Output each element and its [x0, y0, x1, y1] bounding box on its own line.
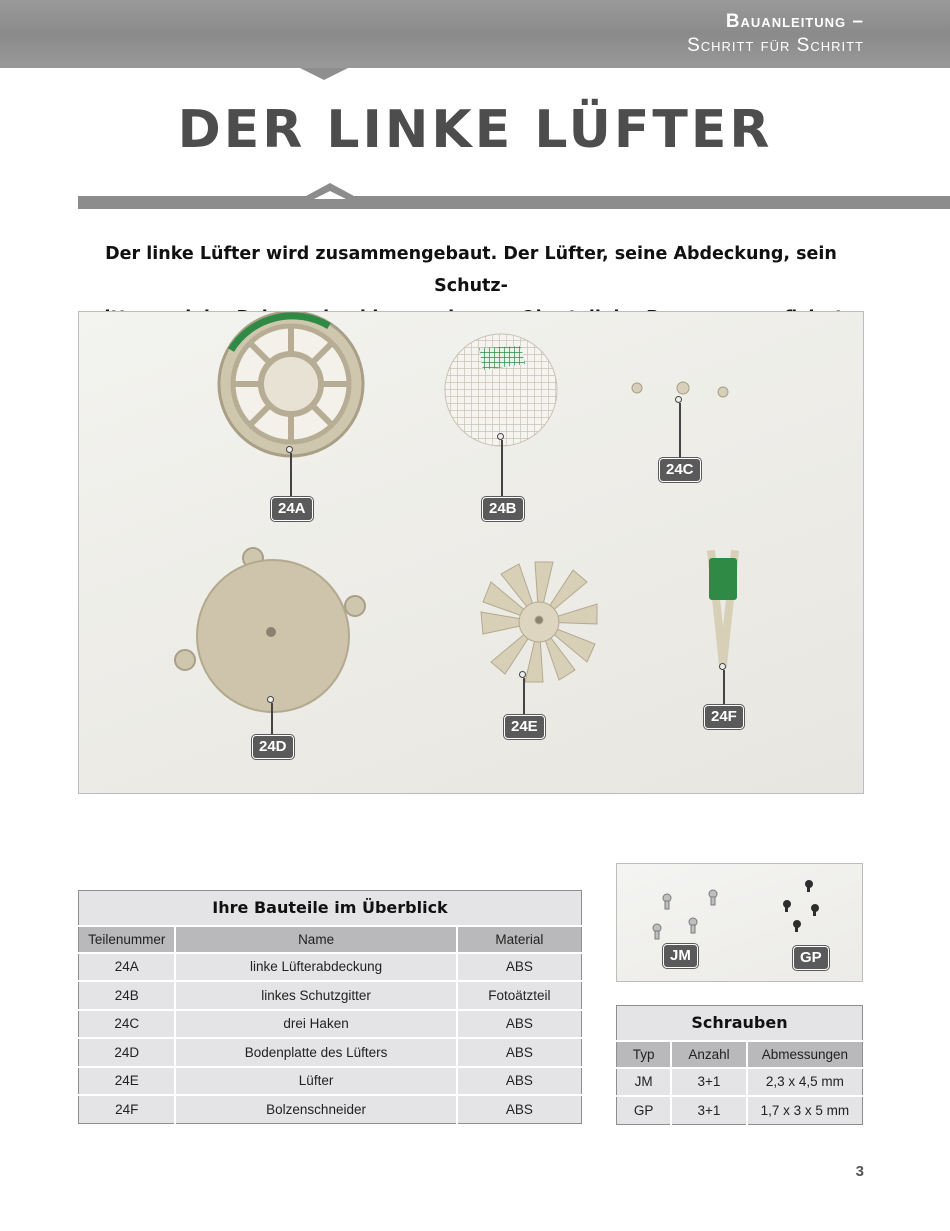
screw-size: 1,7 x 3 x 5 mm: [747, 1096, 863, 1125]
parts-table: [78, 890, 582, 1124]
table-row: [79, 1038, 582, 1067]
part-number: 24C: [79, 1010, 176, 1039]
part-material: ABS: [457, 1067, 582, 1096]
label-gp: GP: [793, 946, 829, 970]
screws-jm: [653, 890, 717, 939]
label-24c: 24C: [659, 458, 701, 482]
parts-table-header: Teilenummer: [79, 926, 176, 953]
screws-table: [616, 1005, 863, 1125]
screw-size: 2,3 x 4,5 mm: [747, 1068, 863, 1097]
table-row: [617, 1096, 863, 1125]
part-material: ABS: [457, 1095, 582, 1124]
parts-illustration: [79, 312, 865, 795]
page-number: 3: [855, 1163, 864, 1180]
parts-table-header: Material: [457, 926, 582, 953]
screws-photo: [616, 863, 863, 982]
title-underline: [78, 196, 950, 209]
leader-dot-24a: [286, 446, 293, 453]
header-title: Bauanleitung –: [725, 11, 864, 32]
screw-count: 3+1: [671, 1096, 747, 1125]
part-24d-base-plate: [175, 548, 365, 712]
screws-gp: [783, 880, 819, 932]
parts-table-header: Name: [175, 926, 456, 953]
screws-table-header: Abmessungen: [747, 1041, 863, 1068]
part-name: Bolzenschneider: [175, 1095, 456, 1124]
leader-line-24f: [723, 670, 725, 705]
label-24e: 24E: [504, 715, 545, 739]
screws-table-header: Anzahl: [671, 1041, 747, 1068]
label-24d: 24D: [252, 735, 294, 759]
leader-dot-24e: [519, 671, 526, 678]
part-24a-fan-cover: [219, 312, 363, 456]
table-row: [79, 1010, 582, 1039]
part-number: 24E: [79, 1067, 176, 1096]
table-row: [79, 1095, 582, 1124]
leader-dot-24f: [719, 663, 726, 670]
label-24a: 24A: [271, 497, 313, 521]
screws-table-header: Typ: [617, 1041, 672, 1068]
table-row: [617, 1068, 863, 1097]
leader-dot-24c: [675, 396, 682, 403]
label-jm: JM: [663, 944, 698, 968]
part-24e-fan: [481, 562, 597, 682]
part-name: Lüfter: [175, 1067, 456, 1096]
part-number: 24A: [79, 953, 176, 982]
header-band: [0, 0, 950, 68]
leader-line-24a: [290, 453, 292, 497]
part-material: ABS: [457, 953, 582, 982]
part-24f-bolt-cutter: [707, 550, 739, 668]
part-material: ABS: [457, 1010, 582, 1039]
leader-line-24b: [501, 440, 503, 497]
label-24b: 24B: [482, 497, 524, 521]
leader-line-24d: [271, 703, 273, 735]
part-number: 24D: [79, 1038, 176, 1067]
leader-line-24c: [679, 403, 681, 458]
part-name: linkes Schutzgitter: [175, 981, 456, 1010]
part-material: Fotoätzteil: [457, 981, 582, 1010]
part-24c-hooks: [632, 382, 728, 397]
label-24f: 24F: [704, 705, 744, 729]
header-subtitle: Schritt für Schritt: [687, 35, 864, 56]
table-row: [79, 1067, 582, 1096]
parts-photo: [78, 311, 864, 794]
screw-type: GP: [617, 1096, 672, 1125]
title-underline-notch-inner: [314, 191, 346, 199]
leader-dot-24b: [497, 433, 504, 440]
screw-type: JM: [617, 1068, 672, 1097]
page-title: DER LINKE LÜFTER: [177, 100, 773, 160]
leader-dot-24d: [267, 696, 274, 703]
parts-table-caption: Ihre Bauteile im Überblick: [79, 891, 582, 926]
screw-count: 3+1: [671, 1068, 747, 1097]
leader-line-24e: [523, 678, 525, 715]
intro-line-1: Der linke Lüfter wird zusammengebaut. Der Lüfter, seine Abdeckung, sein Schutz-: [105, 244, 837, 296]
part-number: 24F: [79, 1095, 176, 1124]
part-material: ABS: [457, 1038, 582, 1067]
part-name: linke Lüfterabdeckung: [175, 953, 456, 982]
table-row: [79, 981, 582, 1010]
part-24b-mesh: [445, 334, 557, 446]
part-number: 24B: [79, 981, 176, 1010]
header-text: [687, 10, 864, 58]
part-name: Bodenplatte des Lüfters: [175, 1038, 456, 1067]
part-name: drei Haken: [175, 1010, 456, 1039]
screws-table-caption: Schrauben: [617, 1006, 863, 1041]
table-row: [79, 953, 582, 982]
